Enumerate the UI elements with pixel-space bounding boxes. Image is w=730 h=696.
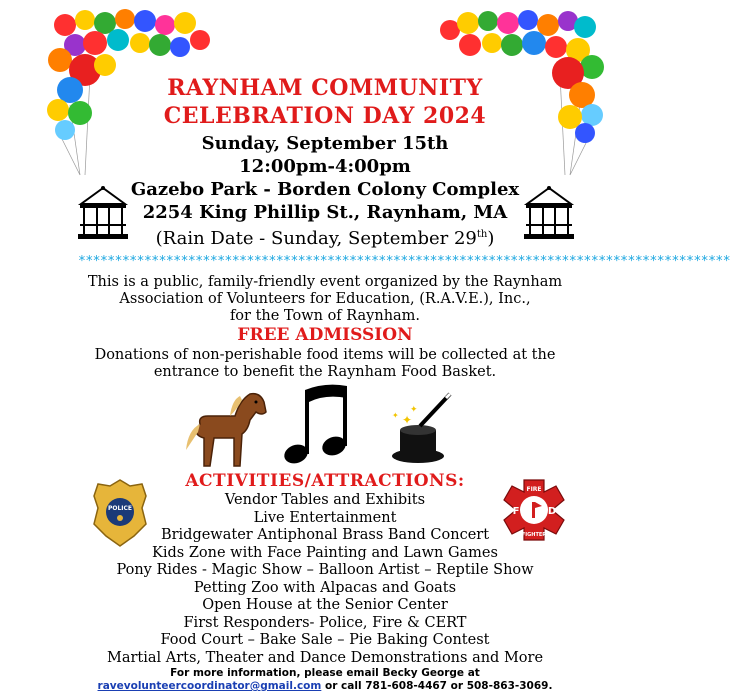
svg-text:✦: ✦	[402, 413, 413, 427]
fire-badge-right: D	[547, 506, 557, 517]
activity-item: Pony Rides - Magic Show – Balloon Artist – Reptile Show	[116, 562, 534, 578]
footer-info: For more information, please email Becky George at	[170, 667, 480, 679]
activity-item: Bridgewater Antiphonal Brass Band Concert	[160, 527, 490, 543]
activity-item: Open House at the Senior Center	[202, 597, 448, 613]
event-address: 2254 King Phillip St., Raynham, MA	[142, 202, 508, 223]
music-note-icon	[280, 382, 350, 470]
police-badge-text: POLICE	[107, 505, 133, 512]
activities-title: ACTIVITIES/ATTRACTIONS:	[185, 471, 465, 491]
donations-line2: entrance to benefit the Raynham Food Basket.	[153, 364, 497, 380]
title-line2: CELEBRATION DAY 2024	[163, 103, 487, 129]
magic-hat-icon	[388, 388, 458, 468]
star-separator: *****************************************************************************************	[78, 254, 730, 269]
fire-badge-left: F	[512, 506, 520, 517]
free-admission: FREE ADMISSION	[237, 325, 413, 345]
activity-item: Kids Zone with Face Painting and Lawn Games	[152, 545, 498, 561]
activity-item: Food Court – Bake Sale – Pie Baking Contest	[160, 632, 490, 648]
activity-item: First Responders- Police, Fire & CERT	[183, 615, 467, 631]
footer-phone: or call 781-608-4467 or 508-863-3069.	[321, 680, 553, 692]
description-line3: for the Town of Raynham.	[229, 308, 421, 324]
fire-badge-bottom: FIGHTER	[521, 532, 547, 538]
gazebo-left-icon	[78, 186, 128, 242]
svg-text:✦: ✦	[410, 405, 418, 415]
gazebo-right-icon	[524, 186, 574, 242]
horse-icon	[180, 386, 270, 470]
rain-date-suffix: th	[476, 229, 488, 240]
rain-date-text: (Rain Date - Sunday, September 29	[155, 228, 477, 249]
activity-item: Live Entertainment	[253, 510, 397, 526]
activity-item: Martial Arts, Theater and Dance Demonstrations and More	[106, 650, 544, 666]
event-date: Sunday, September 15th	[201, 133, 449, 154]
footer-contact	[0, 680, 650, 693]
footer-email-link[interactable]: ravevolunteercoordinator@gmail.com	[97, 680, 322, 692]
description-line2: Association of Volunteers for Education, (R.A.V.E.), Inc.,	[119, 291, 531, 307]
title-line1: RAYNHAM COMMUNITY	[167, 75, 483, 101]
event-venue: Gazebo Park - Borden Colony Complex	[130, 179, 520, 200]
event-time: 12:00pm-4:00pm	[239, 156, 411, 177]
activity-item: Petting Zoo with Alpacas and Goats	[193, 580, 457, 596]
rain-date-close: )	[487, 228, 495, 249]
activity-item: Vendor Tables and Exhibits	[224, 492, 426, 508]
fire-badge-top: FIRE	[526, 486, 542, 493]
donations-line1: Donations of non-perishable food items will be collected at the	[94, 347, 556, 363]
svg-text:✦: ✦	[392, 411, 399, 420]
description-line1: This is a public, family-friendly event organized by the Raynham	[87, 274, 563, 290]
